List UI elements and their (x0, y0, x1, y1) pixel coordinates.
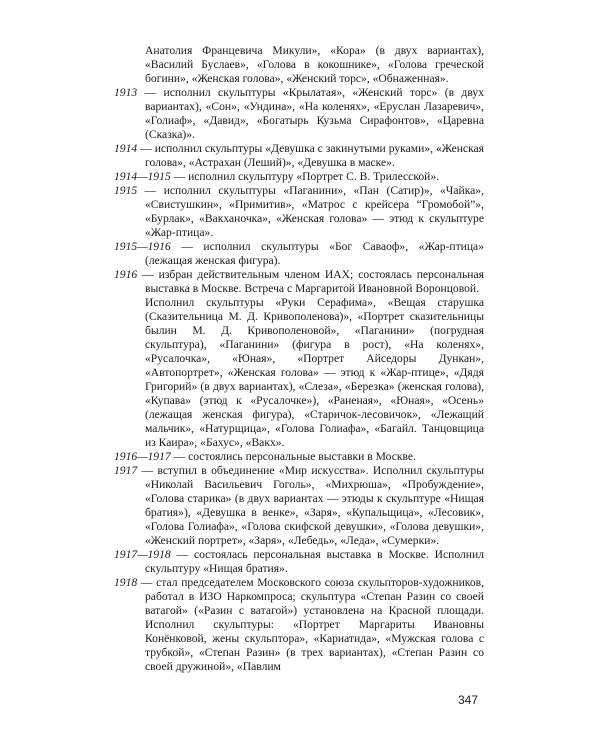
chronology-entry-1916-continuation: Исполнил скульптуры «Руки Серафима», «Вещая старушка (Сказительница М. Д. Кривополенова)», «Портрет сказительницы былин М. Д. Кривополеновой», «Паганини» (погрудная скульптура), «Паганини» (фигура в рост), «На коленях», «Русалочка», «Юная», «Портрет Айседоры Дункан», «Автопортрет», «Женская голова» — этюд к «Жар-птице», «Дядя Григорий» (в двух вариантах), «Слеза», «Березка» (женская голова), «Купава» (этюд к «Русалочке»), «Раненая», «Юная», «Осень» (лежащая женская фигура), «Старичок-лесовичок», «Лежащий мальчик», «Натурщица», «Голова Голиафа», «Багайл. Танцовщица из Каира», «Бахус», «Вакх». (145, 296, 484, 449)
chronology-entry-1915 (114, 184, 484, 240)
entry-text: — исполнил скульптуры «Крылатая», «Женский торс» (в двух вариантах), «Сон», «Ундина», «На коленях», «Еруслан Лазаревич», «Голиаф», «Давид», «Богатырь Кузьма Сирафонтов», «Царевна (Сказка)». (137, 86, 484, 141)
entry-year: 1917 (114, 464, 138, 477)
chronology-entry-1918 (114, 576, 484, 674)
entry-year: 1915—1916 (114, 240, 171, 253)
entry-text: — стал председателем Московского союза скульпторов-художников, работал в ИЗО Наркомпроса; скульптура «Степан Разин со своей ватагой» («Разин с ватагой») установлена на Красной площади. Исполнил скульптуры: «Портрет Маргариты Ивановны Конёнковой, жены скульптора», «Кариатида», «Мужская голова с трубкой», «Степан Разин» (в трех вариантах), «Степан Разин со своей дружиной», «Павлим (137, 576, 484, 673)
entry-year: 1916—1917 (114, 450, 171, 463)
entry-text: — избран действительным членом ИАХ; состоялась персональная выставка в Москве. Встреча с Маргаритой Ивановной Воронцовой. (137, 268, 484, 295)
entry-text: — исполнил скульптуры «Паганини», «Пан (Сатир)», «Чайка», «Свистушкин», «Примитив», «Матрос с крейсера “Громобой”», «Бурлак», «Вакханочка», «Женская голова» — этюд к скульптуре «Жар-птица». (137, 184, 484, 239)
page-number: 347 (458, 693, 479, 707)
intro-paragraph: Анатолия Францевича Микули», «Кора» (в двух вариантах), «Василий Буслаев», «Голова в кокошнике», «Голова греческой богини», «Женская голова», «Женский торс», «Обнаженная». (145, 44, 484, 85)
chronology-entry-1914-1915 (114, 170, 484, 184)
chronology-entry-1917-1918 (114, 548, 484, 576)
chronology-entry-1914 (114, 142, 484, 170)
entry-text: — состоялись персональные выставки в Москве. (170, 450, 416, 463)
chronology-entry-1916-1917 (114, 450, 484, 464)
entry-year: 1917—1918 (114, 548, 171, 561)
entry-text: — исполнил скульптуры «Девушка с закинутыми руками», «Женская голова», «Астрахан (Леший)», «Девушка в маске». (137, 142, 484, 169)
page-body (114, 44, 484, 674)
entry-text: — исполнил скульптуру «Портрет С. В. Трилесской». (170, 170, 440, 183)
chronology-entry-1917 (114, 464, 484, 548)
entry-year: 1914 (114, 142, 138, 155)
entry-text: — вступил в объединение «Мир искусства». Исполнил скульптуры «Николай Васильевич Гоголь», «Михрюша», «Пробуждение», «Голова старика» (в двух вариантах — этюды к скульптуре «Нищая братия»), «Девушка в венке», «Заря», «Купальщица», «Лесовик», «Голова Голиафа», «Голова скифской девушки», «Голова девушки», «Женский портрет», «Заря», «Лебедь», «Леда», «Сумерки». (137, 464, 484, 547)
chronology-entry-1913 (114, 86, 484, 142)
entry-year: 1918 (114, 576, 138, 589)
entry-text: — исполнил скульптуры «Бог Саваоф», «Жар-птица» (лежащая женская фигура). (145, 240, 484, 267)
entry-text: — состоялась персональная выставка в Москве. Исполнил скульптуру «Нищая братия». (145, 548, 484, 575)
entry-year: 1916 (114, 268, 138, 281)
chronology-entry-1916 (114, 268, 484, 296)
chronology-entry-1915-1916 (114, 240, 484, 268)
entry-year: 1914—1915 (114, 170, 171, 183)
entry-year: 1915 (114, 184, 138, 197)
entry-year: 1913 (114, 86, 138, 99)
